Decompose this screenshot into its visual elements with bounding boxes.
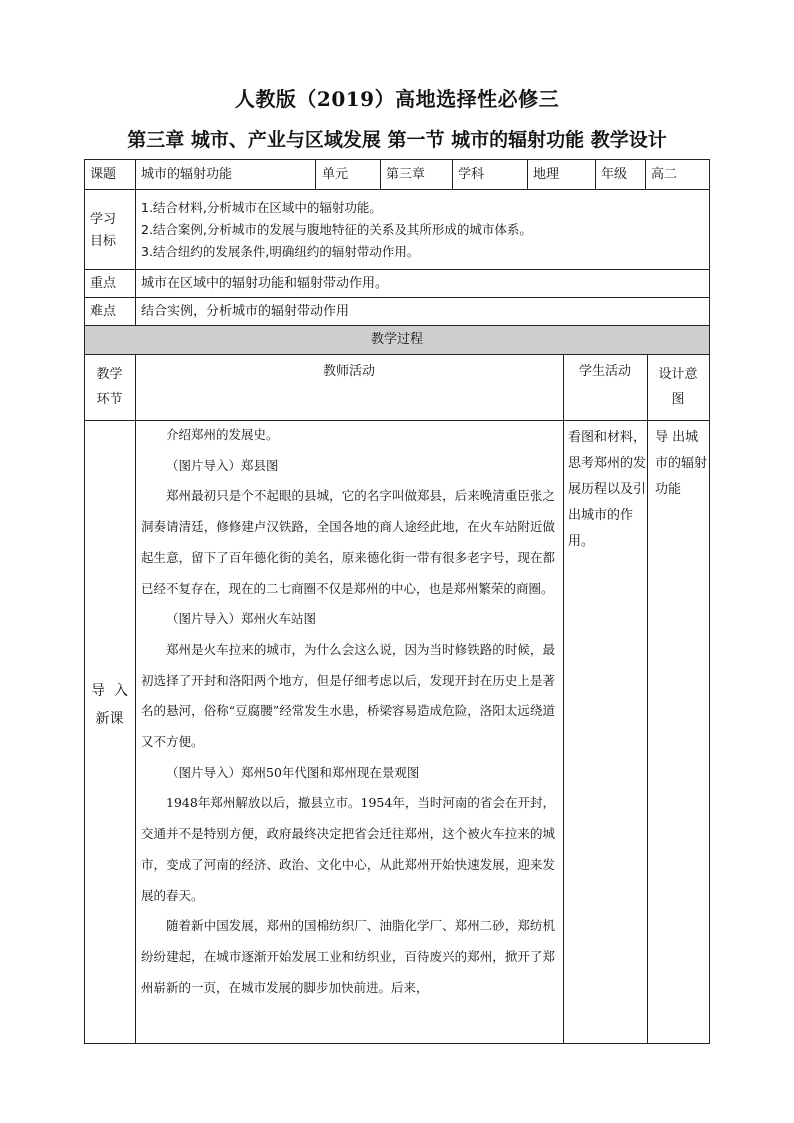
teacher-paragraph: （图片导入）郑县图 xyxy=(166,457,279,473)
teacher-paragraph: （图片导入）郑州50年代图和郑州现在景观图 xyxy=(166,764,420,780)
document-title: 人教版（2019）高地选择性必修三 xyxy=(234,87,560,111)
table-divider xyxy=(647,354,648,1044)
subject-label: 学科 xyxy=(458,167,485,182)
teacher-paragraph: 郑州最初只是个不起眼的县城，它的名字叫做郑县，后来晚清重臣张之洞奏请清廷，修修建卢汉铁路，全国各地的商人途经此地，在火车站附近做起生意，留下了百年德化街的美名，原来德化街一带有很多老字号，现在都已经不复存在，现在的二七商圈不仅是郑州的中心，也是郑州繁荣的商圈。 xyxy=(141,488,555,596)
stage-name: 导 入 新课 xyxy=(91,683,128,727)
objectives-label: 学习 目标 xyxy=(90,212,117,249)
teacher-paragraph: 随着新中国发展，郑州的国棉纺织厂、油脂化学厂、郑州二砂，郑纺机纷纷建起，在城市逐渐开始发展工业和纺织业，百待废兴的郑州，掀开了郑州崭新的一页，在城市发展的脚步加快前进。后来， xyxy=(141,918,555,995)
design-column-header: 设计意 图 xyxy=(658,367,698,407)
process-banner: 教学过程 xyxy=(370,332,423,347)
objectives-list xyxy=(141,197,707,263)
table-divider xyxy=(84,297,710,298)
table-border xyxy=(84,159,710,160)
student-activity: 看图和材料，思考郑州的发展历程以及引出城市的作用。 xyxy=(568,430,647,549)
table-border xyxy=(709,159,710,1044)
table-border xyxy=(84,1043,710,1044)
topic-value: 城市的辐射功能 xyxy=(141,167,233,182)
table-divider xyxy=(84,189,710,190)
grade-value: 高二 xyxy=(651,167,678,182)
table-border xyxy=(84,159,85,1044)
table-divider xyxy=(315,159,316,189)
difficult-point-label: 难点 xyxy=(90,304,117,319)
teacher-paragraph: （图片导入）郑州火车站图 xyxy=(166,611,317,627)
table-divider xyxy=(645,159,646,189)
topic-label: 课题 xyxy=(90,167,117,182)
grade-label: 年级 xyxy=(601,167,628,182)
teacher-column-header: 教师活动 xyxy=(322,364,375,379)
table-divider xyxy=(563,354,564,1044)
student-column-header: 学生活动 xyxy=(578,364,631,379)
subject-value: 地理 xyxy=(533,167,560,182)
table-divider xyxy=(135,354,136,1044)
lesson-subtitle: 第三章 城市、产业与区域发展 第一节 城市的辐射功能 教学设计 xyxy=(127,129,667,151)
unit-value: 第三章 xyxy=(386,167,426,182)
table-divider xyxy=(595,159,596,189)
teacher-activity xyxy=(141,420,555,1043)
stage-column-header: 教学 环节 xyxy=(96,367,123,407)
table-divider xyxy=(84,325,710,326)
design-intent: 导 出城市的辐射功能 xyxy=(655,430,708,497)
teacher-paragraph: 介绍郑州的发展史。 xyxy=(166,427,279,442)
table-divider xyxy=(380,159,381,189)
table-divider xyxy=(452,159,453,189)
key-point-label: 重点 xyxy=(90,276,117,291)
table-divider xyxy=(84,354,710,355)
teacher-paragraph: 郑州是火车拉来的城市，为什么会这么说，因为当时修铁路的时候，最初选择了开封和洛阳两个地方，但是仔细考虑以后，发现开封在历史上是著名的悬河，俗称“豆腐腰”经常发生水患，桥梁容易造成危险，洛阳太远绕道又不方便。 xyxy=(141,641,555,750)
table-divider xyxy=(527,159,528,189)
objective-item: 1.结合材料,分析城市在区域中的辐射功能。 xyxy=(141,200,382,215)
difficult-point-value: 结合实例，分析城市的辐射带动作用 xyxy=(141,304,350,319)
table-divider xyxy=(135,159,136,325)
objective-item: 2.结合案例,分析城市的发展与腹地特征的关系及其所形成的城市体系。 xyxy=(141,222,532,237)
key-point-value: 城市在区域中的辐射功能和辐射带动作用。 xyxy=(141,276,389,291)
teacher-paragraph: 1948年郑州解放以后，撤县立市。1954年，当时河南的省会在开封，交通并不是特别方便，政府最终决定把省会迁往郑州，这个被火车拉来的城市，变成了河南的经济、政治、文化中心，从此郑州开始快速发展，迎来发展的春天。 xyxy=(141,795,555,903)
table-divider xyxy=(84,269,710,270)
unit-label: 单元 xyxy=(322,167,349,182)
objective-item: 3.结合纽约的发展条件,明确纽约的辐射带动作用。 xyxy=(141,244,420,259)
